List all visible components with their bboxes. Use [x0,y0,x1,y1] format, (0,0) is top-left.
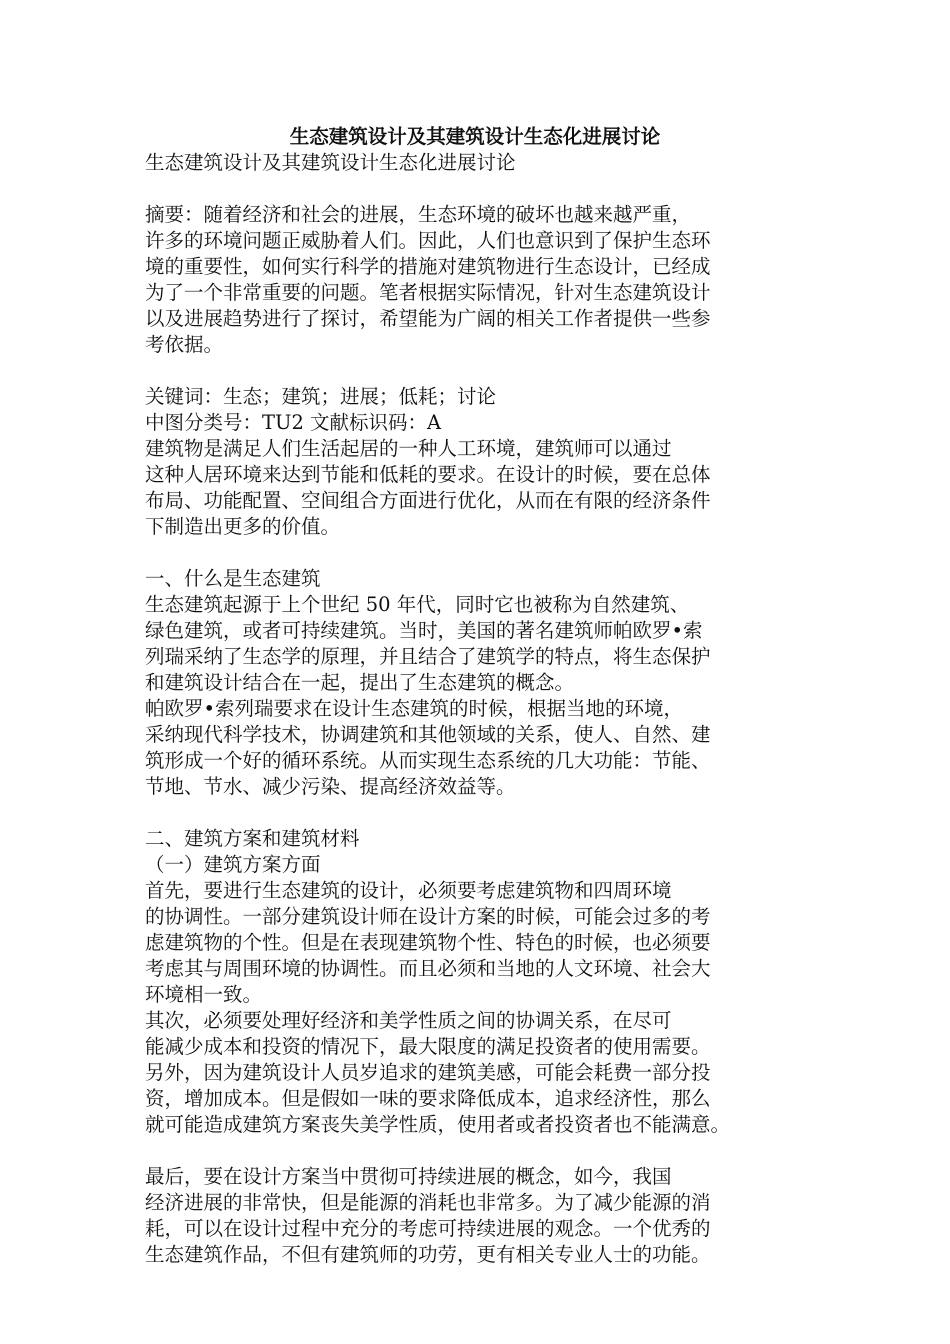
text-line: 境的重要性，如何实行科学的措施对建筑物进行生态设计，已经成 [145,255,711,278]
text-line: 其次，必须要处理好经济和美学性质之间的协调关系，在尽可 [145,1009,672,1032]
text-line: 考依据。 [145,333,224,356]
text-line: 以及进展趋势进行了探讨，希望能为广阔的相关工作者提供一些参 [145,307,711,330]
blank-line [145,1138,815,1164]
text-line: 生态建筑起源于上个世纪 50 年代，同时它也被称为自然建筑、 [145,593,690,616]
text-line: 帕欧罗•索列瑞要求在设计生态建筑的时候，根据当地的环境， [145,697,684,720]
text-line: 资，增加成本。但是假如一味的要求降低成本，追求经济性，那么 [145,1087,711,1110]
text-line: 建筑物是满足人们生活起居的一种人工环境，建筑师可以通过 [145,437,672,460]
text-line: 就可能造成建筑方案丧失美学性质，使用者或者投资者也不能满意。 [145,1113,731,1136]
text-line: 列瑞采纳了生态学的原理，并且结合了建筑学的特点，将生态保护 [145,645,711,668]
text-line: 一、什么是生态建筑 [145,567,321,590]
text-line: 考虑其与周围环境的协调性。而且必须和当地的人文环境、社会大 [145,957,711,980]
blank-line [145,358,815,384]
document-body [145,150,815,1268]
text-line: 生态建筑设计及其建筑设计生态化进展讨论 [145,151,516,174]
text-line: 经济进展的非常快，但是能源的消耗也非常多。为了减少能源的消 [145,1191,711,1214]
text-line: 节地、节水、减少污染、提高经济效益等。 [145,775,516,798]
text-line: 首先，要进行生态建筑的设计，必须要考虑建筑物和四周环境 [145,879,672,902]
text-line: 能减少成本和投资的情况下，最大限度的满足投资者的使用需要。 [145,1035,711,1058]
text-line: 这种人居环境来达到节能和低耗的要求。在设计的时候，要在总体 [145,463,711,486]
blank-line [145,176,815,202]
text-line: 的协调性。一部分建筑设计师在设计方案的时候，可能会过多的考 [145,905,711,928]
text-line: 最后，要在设计方案当中贯彻可持续进展的概念，如今，我国 [145,1165,672,1188]
text-line: 虑建筑物的个性。但是在表现建筑物个性、特色的时候，也必须要 [145,931,711,954]
text-line: 二、建筑方案和建筑材料 [145,827,360,850]
text-line: 绿色建筑，或者可持续建筑。当时，美国的著名建筑师帕欧罗•索 [145,619,703,642]
text-line: （一）建筑方案方面 [145,853,321,876]
text-line: 和建筑设计结合在一起，提出了生态建筑的概念。 [145,671,575,694]
text-line: 许多的环境问题正威胁着人们。因此，人们也意识到了保护生态环 [145,229,711,252]
text-line: 耗，可以在设计过程中充分的考虑可持续进展的观念。一个优秀的 [145,1217,711,1240]
text-line: 筑形成一个好的循环系统。从而实现生态系统的几大功能：节能、 [145,749,711,772]
blank-line [145,540,815,566]
document-title: 生态建筑设计及其建筑设计生态化进展讨论 [289,125,661,148]
text-line: 环境相一致。 [145,983,263,1006]
text-line: 为了一个非常重要的问题。笔者根据实际情况，针对生态建筑设计 [145,281,711,304]
text-line: 摘要：随着经济和社会的进展，生态环境的破坏也越来越严重， [145,203,692,226]
text-line: 采纳现代科学技术，协调建筑和其他领域的关系，使人、自然、建 [145,723,711,746]
text-line: 布局、功能配置、空间组合方面进行优化，从而在有限的经济条件 [145,489,711,512]
text-line: 生态建筑作品，不但有建筑师的功劳，更有相关专业人士的功能。 [145,1243,711,1266]
text-line: 中图分类号：TU2 文献标识码：A [145,411,442,434]
text-line: 另外，因为建筑设计人员岁追求的建筑美感，可能会耗费一部分投 [145,1061,711,1084]
text-line: 下制造出更多的价值。 [145,515,341,538]
blank-line [145,800,815,826]
text-line: 关键词：生态；建筑；进展；低耗；讨论 [145,385,497,408]
